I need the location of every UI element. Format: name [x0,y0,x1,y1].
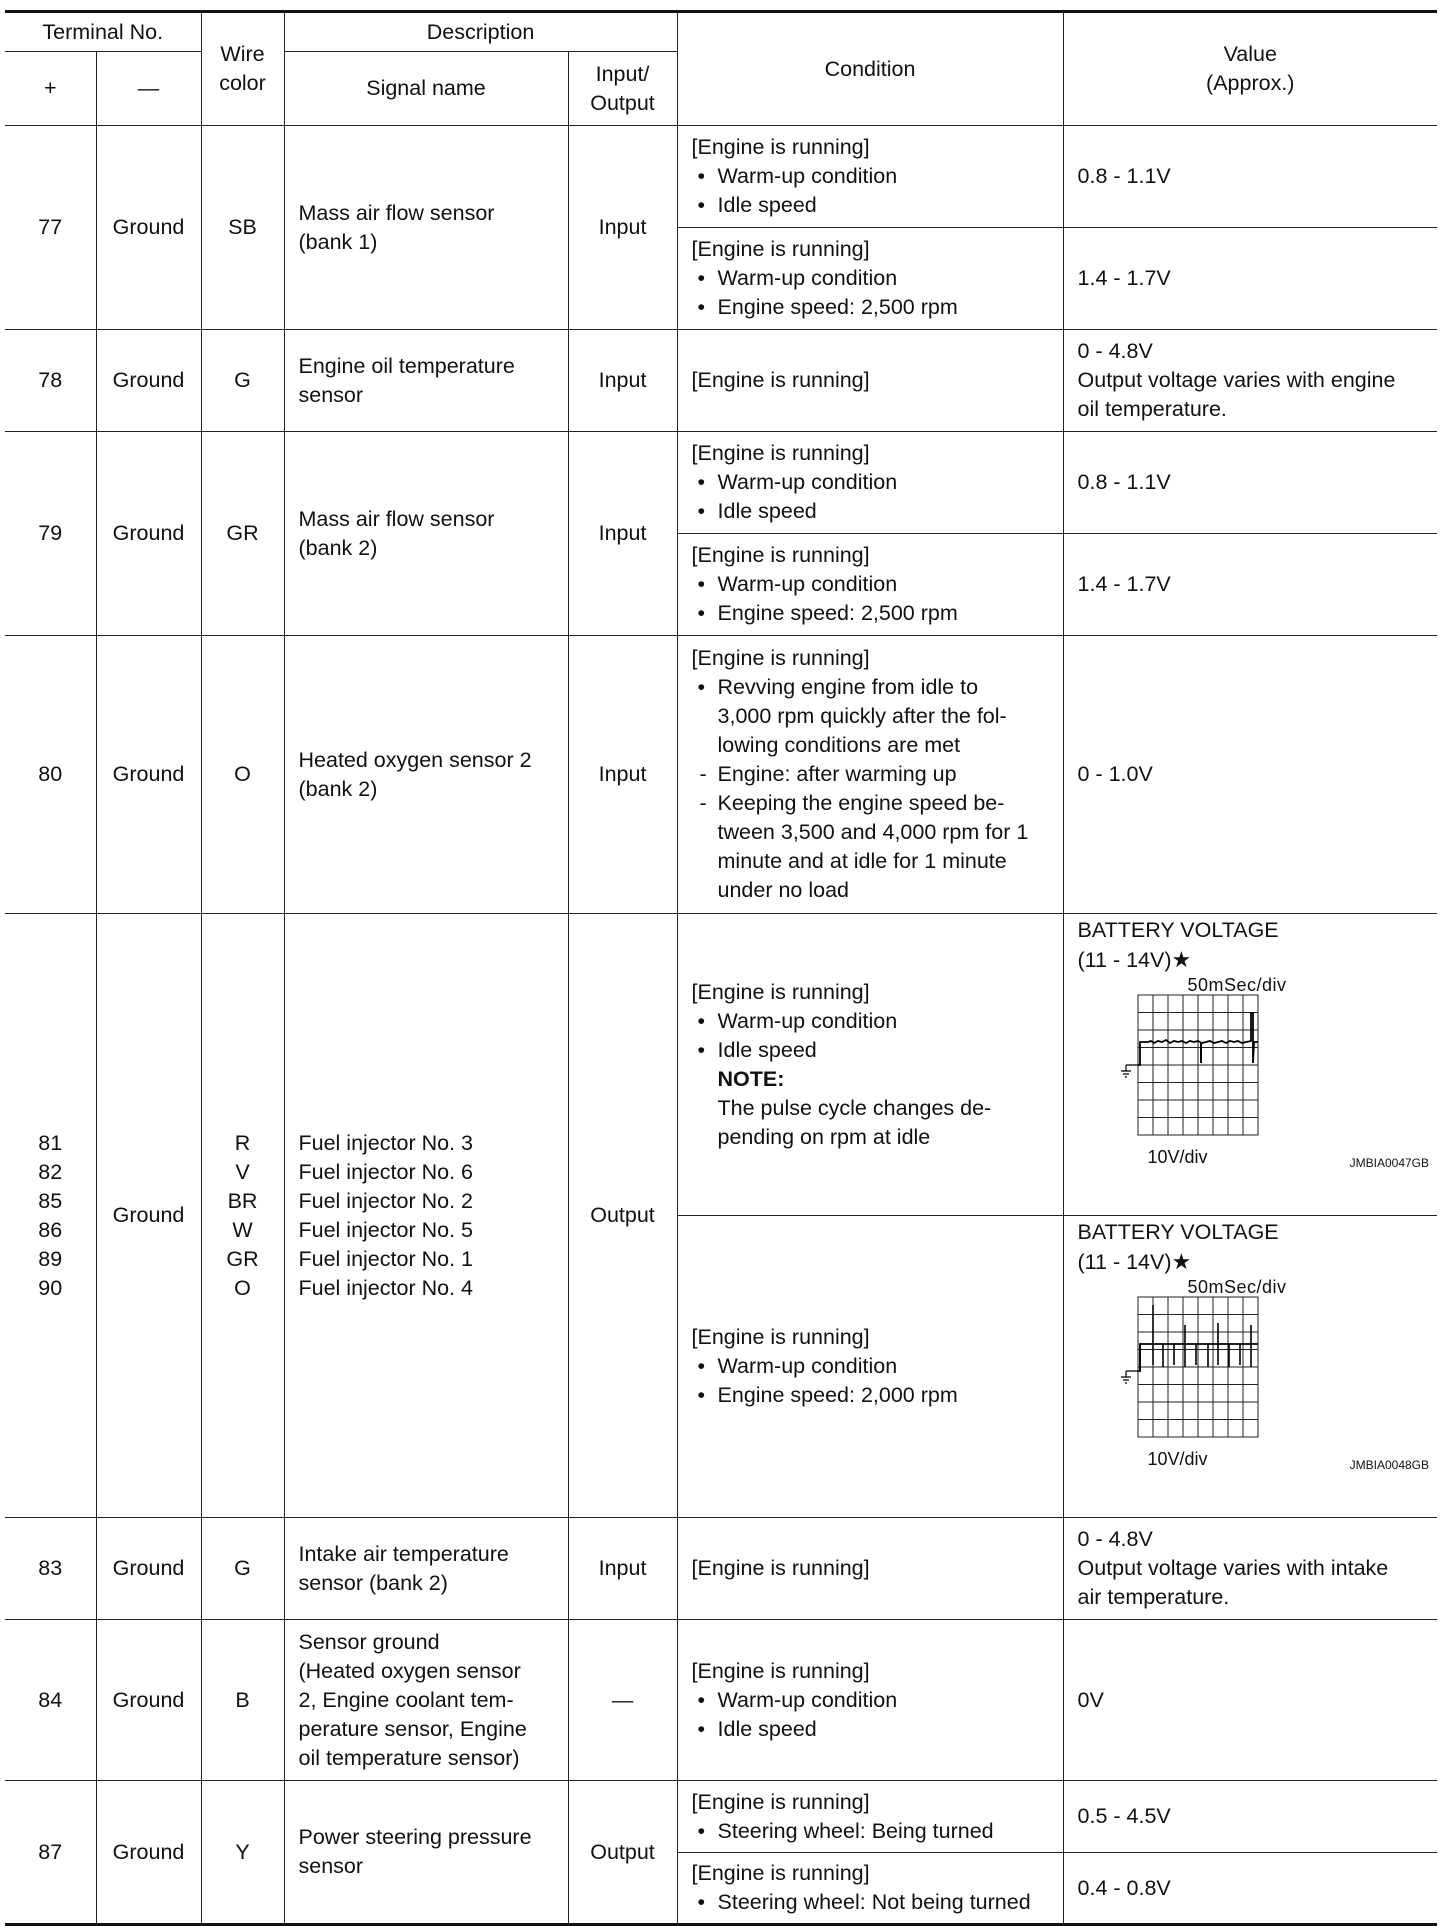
time-div-label: 50mSec/div [1187,975,1287,995]
cond-bullet: • Idle speed [692,1036,1049,1065]
signal-line: sensor [298,382,364,407]
signal-line: Fuel injector No. 4 [298,1275,473,1300]
cond-bullet: • Steering wheel: Being turned [692,1817,1049,1846]
cond-line: [Engine is running] [691,135,870,159]
table-row [5,1518,1437,1620]
note-line: The pulse cycle changes de- [717,1095,992,1120]
figure-code: JMBIA0047GB [1349,1156,1430,1170]
table-row [5,432,1437,534]
terminal-plus: 78 [5,330,96,432]
wire-line: V [235,1159,250,1184]
signal-name [284,1518,568,1620]
header-terminal-no: Terminal No. [5,12,201,52]
condition [677,1216,1063,1518]
terminal-plus: 83 [5,1518,96,1620]
signal-line: Intake air temperature [298,1541,509,1566]
cond-dash: - Keeping the engine speed be- [692,789,1049,818]
cond-line: lowing conditions are met [717,733,961,757]
table-row [5,914,1437,1216]
wire-color: GR [201,432,284,636]
cond-line: [Engine is running] [691,979,870,1004]
wire-color: SB [201,126,284,330]
cond-line: [Engine is running] [691,646,870,670]
signal-name [284,914,568,1518]
terminal-plus: 87 [5,1781,96,1925]
terminal-minus: Ground [96,636,201,914]
cond-line: [Engine is running] [691,1658,870,1683]
value-line: Output voltage varies with engine [1077,368,1396,392]
io: Input [568,330,677,432]
signal-line: oil temperature sensor) [298,1745,520,1770]
cond-bullet: • Engine speed: 2,000 rpm [692,1381,1049,1410]
star-icon: ★ [1171,1249,1192,1274]
condition [677,126,1063,228]
signal-line: (bank 1) [298,229,378,254]
header-minus: — [96,52,201,126]
terminal-plus: 77 [5,126,96,330]
signal-line: Mass air flow sensor [298,506,495,531]
value [1063,914,1437,1216]
cond-bullet: • Warm-up condition [692,264,1049,293]
term-line: 82 [38,1159,63,1184]
cond-line: under no load [717,878,850,902]
wire-color [201,914,284,1518]
table-row [5,126,1437,228]
terminal-minus: Ground [96,330,201,432]
signal-line: Heated oxygen sensor 2 [298,747,532,772]
header-value-approx: (Approx.) [1206,71,1295,95]
terminal-plus: 80 [5,636,96,914]
condition: [Engine is running] [677,330,1063,432]
cond-bullet: • Idle speed [692,191,1049,220]
terminal-minus: Ground [96,432,201,636]
signal-line: Fuel injector No. 5 [298,1217,473,1242]
terminal-minus: Ground [96,1781,201,1925]
signal-line: (Heated oxygen sensor [298,1658,521,1683]
value: 0.8 - 1.1V [1063,126,1437,228]
value-line: 0 - 4.8V [1077,339,1153,363]
note-line: pending on rpm at idle [717,1124,931,1149]
signal-line: Power steering pressure [298,1825,532,1849]
io: Output [568,914,677,1518]
cond-bullet: • Idle speed [692,1715,1049,1744]
value [1063,330,1437,432]
cond-line: 3,000 rpm quickly after the fol- [717,704,1007,728]
table-row [5,1781,1437,1853]
header-wire-color: Wire color [201,12,284,126]
time-div-label: 50mSec/div [1187,1277,1287,1297]
cond-line: [Engine is running] [691,543,870,567]
cond-bullet: • Engine speed: 2,500 rpm [692,599,1049,628]
io: Input [568,636,677,914]
signal-name [284,330,568,432]
condition [677,432,1063,534]
terminal-minus: Ground [96,126,201,330]
cond-bullet: • Warm-up condition [692,468,1049,497]
signal-line: Sensor ground [298,1629,440,1654]
value-line: oil temperature. [1077,397,1227,421]
cond-line: [Engine is running] [691,1789,870,1814]
terminal-plus: 79 [5,432,96,636]
terminal-minus: Ground [96,1518,201,1620]
signal-name [284,1620,568,1781]
table-row [5,1620,1437,1781]
wire-color: G [201,1518,284,1620]
cond-dash: - Engine: after warming up [692,760,1049,789]
header-plus: + [5,52,96,126]
wire-line: GR [226,1246,259,1271]
io: — [568,1620,677,1781]
terminal-plus [5,914,96,1518]
cond-bullet: • Idle speed [692,497,1049,526]
header-value-label: Value [1223,42,1277,66]
value: 0.4 - 0.8V [1063,1853,1437,1925]
oscilloscope-waveform-b [1078,1277,1430,1477]
star-icon: ★ [1171,947,1192,972]
value: 1.4 - 1.7V [1063,228,1437,330]
range-text: (11 - 14V) [1077,1250,1172,1274]
term-line: 90 [38,1275,63,1300]
figure-code: JMBIA0048GB [1349,1458,1430,1472]
value: 1.4 - 1.7V [1063,534,1437,636]
condition [677,1781,1063,1853]
signal-line: sensor (bank 2) [298,1570,448,1595]
terminal-minus: Ground [96,914,201,1518]
term-line: 85 [38,1188,63,1213]
cond-bullet: • Steering wheel: Not being turned [692,1888,1049,1917]
signal-name [284,432,568,636]
signal-line: Fuel injector No. 6 [298,1159,473,1184]
cond-bullet: • Warm-up condition [692,570,1049,599]
signal-line: Engine oil temperature [298,353,515,378]
table-row [5,330,1437,432]
wire-line: R [234,1130,251,1155]
waveform-graph-b [1118,1295,1278,1445]
volt-div-label: 10V/div [1147,1147,1208,1167]
value-line: Output voltage varies with intake [1077,1556,1389,1580]
io: Input [568,1518,677,1620]
cond-bullet: • Engine speed: 2,500 rpm [692,293,1049,322]
value [1063,1216,1437,1518]
cond-bullet: • Warm-up condition [692,1686,1049,1715]
cond-line: [Engine is running] [691,441,870,465]
cond-bullet: • Revving engine from idle to [692,673,1049,702]
value [1063,1518,1437,1620]
value-line: air temperature. [1077,1585,1230,1609]
condition [677,636,1063,914]
cond-line: [Engine is running] [691,1861,870,1885]
header-condition: Condition [677,12,1063,126]
wire-color: O [201,636,284,914]
value: 0.5 - 4.5V [1063,1781,1437,1853]
cond-line: [Engine is running] [691,237,870,261]
io: Input [568,126,677,330]
wire-line: BR [227,1188,258,1213]
signal-line: Fuel injector No. 1 [298,1246,473,1271]
wire-color: G [201,330,284,432]
ecm-terminal-table [5,10,1437,1926]
cond-bullet: • Warm-up condition [692,162,1049,191]
terminal-plus: 84 [5,1620,96,1781]
condition [677,1853,1063,1925]
value: 0V [1063,1620,1437,1781]
value: 0.8 - 1.1V [1063,432,1437,534]
term-line: 86 [38,1217,63,1242]
signal-line: (bank 2) [298,776,378,801]
battery-voltage-label: BATTERY VOLTAGE [1077,1220,1279,1244]
condition [677,914,1063,1216]
signal-line: sensor [298,1854,364,1878]
io: Input [568,432,677,636]
signal-line: Mass air flow sensor [298,200,495,225]
header-description: Description [284,12,677,52]
signal-line: Fuel injector No. 2 [298,1188,473,1213]
signal-name [284,636,568,914]
volt-div-label: 10V/div [1147,1449,1208,1469]
cond-line: [Engine is running] [691,1325,870,1349]
io: Output [568,1781,677,1925]
cond-line: minute and at idle for 1 minute [717,849,1007,873]
wire-color: B [201,1620,284,1781]
terminal-minus: Ground [96,1620,201,1781]
term-line: 81 [38,1130,63,1155]
range-text: (11 - 14V) [1077,948,1172,972]
wire-line: W [232,1217,253,1242]
signal-name [284,126,568,330]
battery-voltage-label: BATTERY VOLTAGE [1077,918,1279,942]
value: 0 - 1.0V [1063,636,1437,914]
signal-line: (bank 2) [298,535,378,560]
waveform-graph-a [1118,993,1278,1143]
term-line: 89 [38,1246,63,1271]
signal-line: Fuel injector No. 3 [298,1130,473,1155]
signal-line: 2, Engine coolant tem- [298,1687,514,1712]
cond-line: tween 3,500 and 4,000 rpm for 1 [717,820,1029,844]
condition [677,534,1063,636]
oscilloscope-waveform-a [1078,975,1430,1175]
table-row [5,636,1437,914]
header-signal-name: Signal name [284,52,568,126]
condition: [Engine is running] [677,1518,1063,1620]
condition [677,1620,1063,1781]
value-line: 0 - 4.8V [1077,1527,1153,1551]
cond-bullet: • Warm-up condition [692,1007,1049,1036]
cond-bullet: • Warm-up condition [692,1352,1049,1381]
signal-name [284,1781,568,1925]
header-value [1063,12,1437,126]
note-label: NOTE: [717,1066,785,1091]
wire-color: Y [201,1781,284,1925]
condition [677,228,1063,330]
signal-line: perature sensor, Engine [298,1716,527,1741]
header-io: Input/ Output [568,52,677,126]
wire-line: O [234,1275,251,1300]
